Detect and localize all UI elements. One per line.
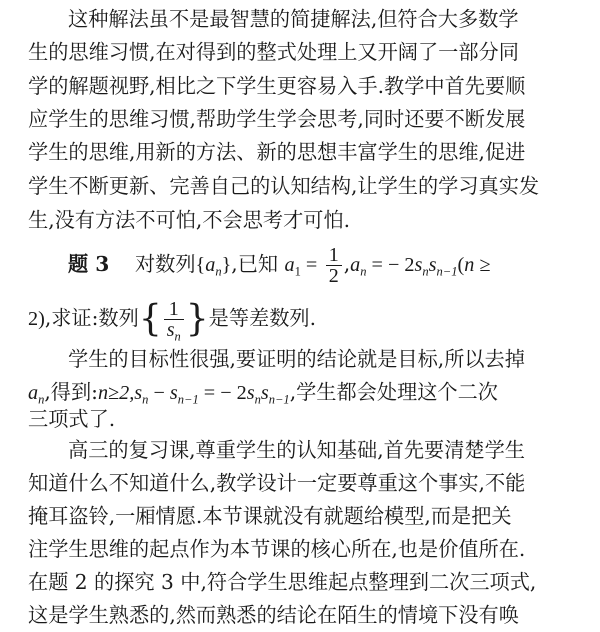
problem-text-2: ,已知 bbox=[231, 252, 279, 276]
sequence-expr: $\{a_n\}$ bbox=[195, 254, 232, 279]
problem-label: 题 3 bbox=[68, 252, 110, 276]
p3-line-5: 在题 2 的探究 3 中,符合学生思维起点整理到二次三项式, bbox=[28, 570, 537, 594]
p2-line-1: 学生的目标性很强,要证明的结论就是目标,所以去掉 bbox=[68, 347, 525, 371]
p1-line-3: 学的解题视野,相比之下学生更容易入手.教学中首先要顺 bbox=[28, 74, 526, 98]
p2-line-2: $a_n$,得到$:n\ge 2,s_n - s_{n-1}$ = − $2s_ns_{n-1}$,学生都会处理这个二次 bbox=[28, 380, 498, 407]
an-expr: $a_n$ = − $2s_ns_{n-1}(n$ ≥ bbox=[350, 254, 491, 279]
p3-line-1: 高三的复习课,尊重学生的认知基础,首先要清楚学生 bbox=[68, 438, 525, 462]
problem3-line-2: 2),求证:数列{ $\frac{1}{s_n}$ }是等差数列. bbox=[28, 298, 316, 344]
problem-text-1: 对数列 bbox=[134, 252, 196, 276]
p2-line-3: 三项式了. bbox=[28, 407, 116, 431]
p1-line-5: 学生的思维,用新的方法、新的思想丰富学生的思维,促进 bbox=[28, 140, 526, 164]
p1-line-7: 生,没有方法不可怕,不会思考才可怕. bbox=[28, 208, 351, 232]
p3-line-3: 掩耳盗铃,一厢情愿.本节课就没有就题给模型,而是把关 bbox=[28, 504, 512, 528]
reciprocal-fraction: $\frac{1}{s_n}$ bbox=[164, 299, 184, 340]
p3-line-4: 注学生思维的起点作为本节课的核心所在,也是价值所在. bbox=[28, 537, 526, 561]
p1-line-4: 应学生的思维习惯,帮助学生学会思考,同时还要不断发展 bbox=[28, 107, 526, 131]
p3-line-2: 知道什么不知道什么,教学设计一定要尊重这个事实,不能 bbox=[28, 471, 526, 495]
problem-text-4: 是等差数列. bbox=[208, 306, 316, 330]
problem-text-3: ,求证:数列 bbox=[44, 306, 139, 330]
half-fraction: $\frac{1}{2}$ bbox=[326, 245, 342, 286]
problem3-line-1: 题 3 对数列$\{a_n\}$,已知 $a_1$ = $\frac{1}{2}$ $,a_n$ = − $2s_ns_{n-1}(n$ ≥ bbox=[68, 244, 491, 287]
a1-expr: $a_1$ = bbox=[284, 254, 318, 279]
p1-line-2: 生的思维习惯,在对得到的整式处理上又开阔了一部分同 bbox=[28, 40, 519, 64]
p3-line-6: 这是学生熟悉的,然而熟悉的结论在陌生的情境下没有唤 bbox=[28, 603, 519, 627]
p1-line-1: 这种解法虽不是最智慧的简捷解法,但符合大多数学 bbox=[68, 7, 519, 31]
p1-line-6: 学生不断更新、完善自己的认知结构,让学生的学习真实发 bbox=[28, 174, 540, 198]
